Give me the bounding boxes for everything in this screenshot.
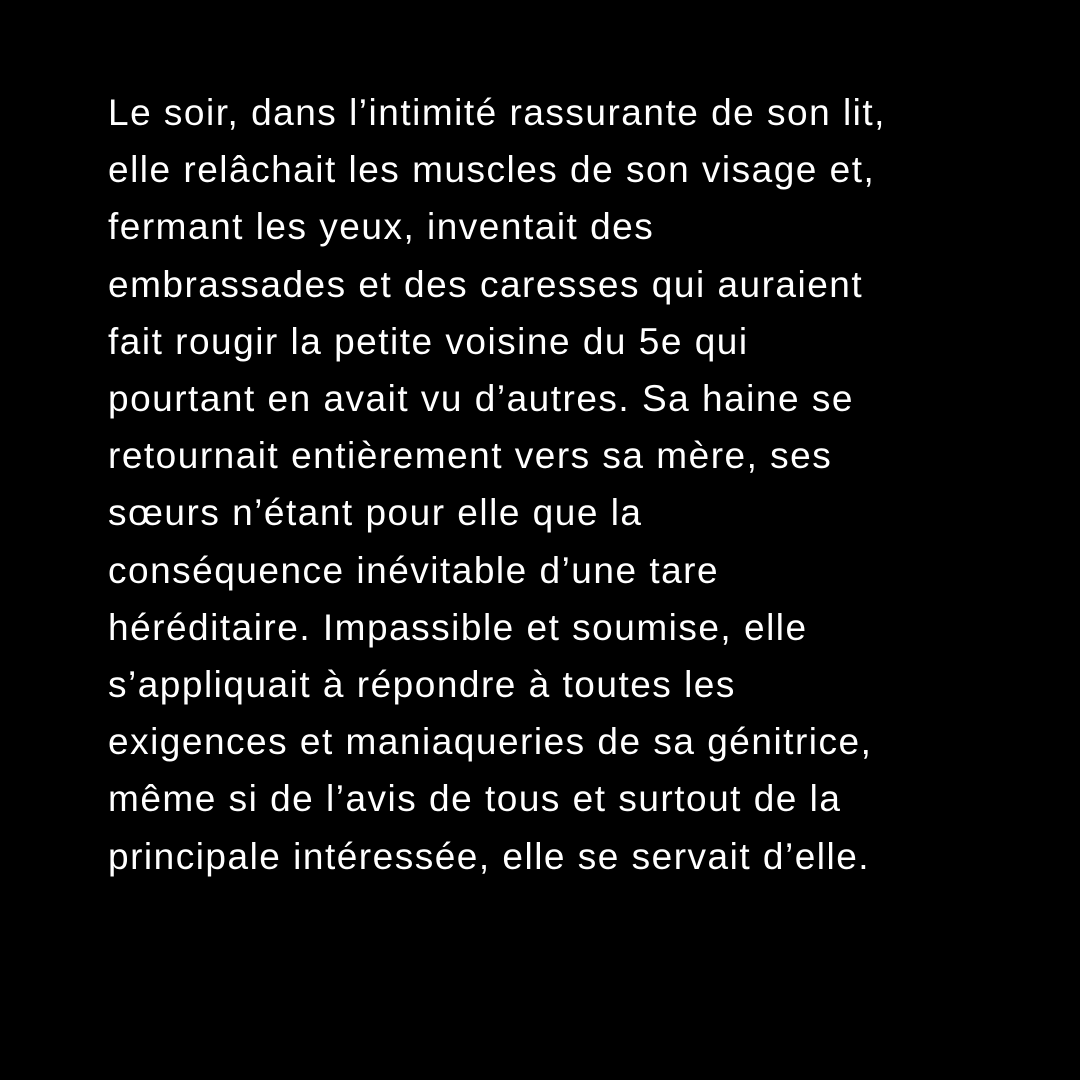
text-line: embrassades et des caresses qui auraient bbox=[108, 263, 864, 305]
text-line: conséquence inévitable d’une tare bbox=[108, 549, 720, 591]
text-line: elle relâchait les muscles de son visage et, bbox=[108, 149, 876, 191]
text-line: fait rougir la petite voisine du 5e qui bbox=[108, 320, 749, 362]
text-line: exigences et maniaqueries de sa génitrice, bbox=[108, 721, 873, 763]
text-line: s’appliquait à répondre à toutes les bbox=[108, 664, 736, 706]
text-line: pourtant en avait vu d’autres. Sa haine se bbox=[108, 378, 854, 420]
quote-paragraph bbox=[108, 84, 1008, 885]
text-line: fermant les yeux, inventait des bbox=[108, 206, 655, 248]
text-line: même si de l’avis de tous et surtout de la bbox=[108, 778, 842, 820]
text-line: Le soir, dans l’intimité rassurante de son lit, bbox=[108, 92, 886, 133]
text-line: héréditaire. Impassible et soumise, elle bbox=[108, 606, 808, 648]
text-line: sœurs n’étant pour elle que la bbox=[108, 492, 643, 534]
text-line: retournait entièrement vers sa mère, ses bbox=[108, 435, 833, 477]
text-line: principale intéressée, elle se servait d’elle. bbox=[108, 835, 871, 877]
